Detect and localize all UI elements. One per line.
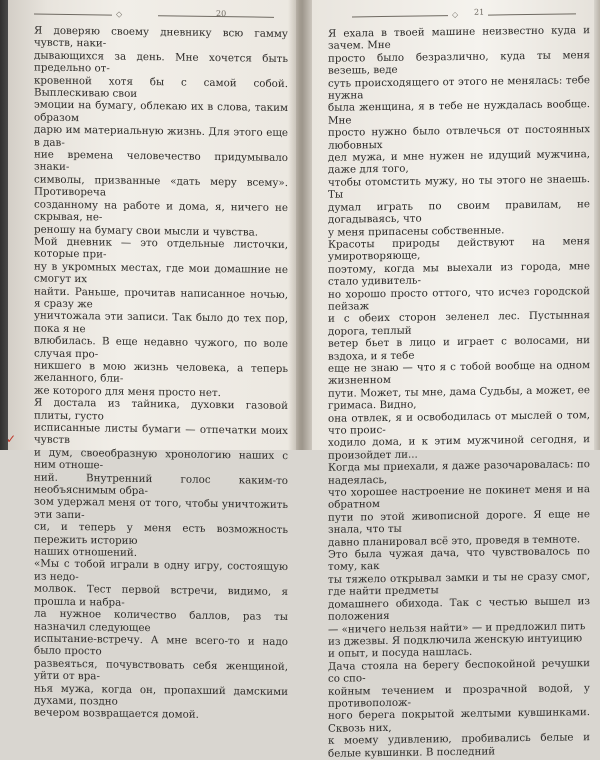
text-line: ний. Внутренний голос каким-то необъяснимым обра- — [34, 471, 288, 498]
left-page — [0, 0, 300, 722]
text-line: испытание-встречу. А мне всего-то и надо было просто — [34, 632, 288, 658]
left-page-text — [34, 24, 288, 722]
text-line: влюбилась. В еще недавно чужого, по воле случая про- — [34, 334, 288, 360]
text-line: кровенной хотя бы с самой собой. Выплескиваю свои — [34, 74, 288, 100]
text-line: Когда мы приехали, я даже разочаровалась: по надеялась, — [328, 458, 590, 487]
text-line: уничтожала эти записи. Так было до тех пор, пока я не — [34, 309, 288, 335]
text-line: и с обеих сторон зеленел лес. Пустынная дорога, теплый — [328, 309, 590, 338]
text-line: зом удержал меня от того, чтобы уничтожить эти запи- — [34, 495, 288, 522]
text-line: Красоты природы действуют на меня умиротворяюще, — [328, 235, 590, 264]
text-line: дел мужа, и мне нужен не идущий мужчина, даже для того, — [328, 148, 590, 177]
text-line: просто нужно было отвлечься от постоянных любовных — [328, 123, 590, 152]
text-line: ние времена человечество придумывало знаки- — [34, 148, 288, 174]
text-line: наших отношений. — [34, 545, 138, 559]
page-number: 21 — [474, 7, 485, 17]
left-page-header — [34, 6, 288, 24]
text-line: у меня припасены собственные. — [328, 223, 505, 239]
text-line: созданному на работе и дома, я, ничего не скрывая, не- — [34, 198, 288, 224]
text-line: и опыт, и посуда нашлась. — [328, 646, 473, 661]
text-line: что хорошее настроение не покинет меня и на обратном — [328, 483, 590, 512]
ornament-icon: ◇ — [452, 9, 460, 20]
text-line: Я ехала в твоей машине неизвестно куда и зачем. Мне — [328, 24, 590, 53]
text-line: из джезвы. Я подключила женскую интуицию — [328, 632, 583, 648]
right-page — [310, 0, 600, 760]
text-line: поэтому, когда мы выехали из города, мне стало удивитель- — [328, 259, 590, 288]
text-line: «Мы с тобой играли в одну игру, состоящую из недо- — [34, 557, 288, 583]
text-line: Я доверяю своему дневнику всю гамму чувств, наки- — [34, 24, 288, 50]
text-line: вечером возвращается домой. — [34, 706, 199, 722]
text-line: ветер бьет в лицо и играет с волосами, ни вздоха, и я тебе — [328, 334, 590, 363]
text-line: чтобы отомстить мужу, но ты этого не знаешь. Ты — [328, 173, 590, 202]
text-line: — «ничего нельзя найти» — и предложил пить — [328, 619, 586, 636]
text-line: просто было безразлично, куда ты меня везешь, веде — [328, 48, 590, 78]
text-line: пути по этой живописной дороге. Я еще не знала, что ты — [328, 507, 590, 537]
text-line: ты тяжело открывал замки и ты не сразу смог, где найти предметы — [328, 570, 590, 599]
text-line: суть происходящего от этого не менялась: тебе нужна — [328, 73, 590, 102]
text-line: пути. Может, ты мне, дама Судьбы, а может, ее гримаса. Видно, — [328, 383, 590, 412]
text-line: символы, призванные «дать меру всему». Противореча — [34, 173, 288, 199]
page-number: 20 — [216, 9, 227, 19]
text-line: думал играть по своим правилам, не догадываясь, что — [328, 197, 590, 226]
text-line: си, и теперь у меня есть возможность пережить историю — [34, 520, 288, 547]
text-line: давно планировал всё это, проведя в темноте. — [328, 532, 581, 549]
text-line: койным течением и прозрачной водой, у противополож- — [328, 681, 590, 710]
right-page-header — [328, 6, 590, 24]
text-line: никшего в мою жизнь человека, а теперь желанного, бли- — [34, 359, 288, 386]
header-rule — [488, 13, 576, 15]
text-line: Мой дневник — это отдельные листочки, которые при- — [34, 235, 288, 261]
header-rule — [352, 15, 448, 17]
text-line: Я достала из тайника, духовки газовой плиты, густо — [34, 396, 288, 423]
text-line: и дум, своеобразную хронологию наших с ним отноше- — [34, 446, 288, 472]
text-line: нья мужа, когда он, пропахший дамскими духами, поздно — [34, 682, 288, 708]
header-rule — [34, 13, 112, 15]
text-line: исписанные листы бумаги — отпечатки моих чувств — [34, 421, 288, 447]
text-line: но хорошо просто оттого, что исчез городской пейзаж — [328, 284, 590, 313]
text-line: домашнего обихода. Так с честью вышел из положения — [328, 594, 590, 623]
text-line: развеяться, почувствовать себя женщиной, уйти от вра- — [34, 657, 288, 683]
text-line: дарю им материальную жизнь. Для этого еще в дав- — [34, 123, 288, 149]
text-line: Это была чужая дача, что чувствовалось по тому, как — [328, 545, 590, 574]
text-line: ла нужное количество баллов, раз ты назначил следующее — [34, 607, 288, 634]
text-line: еще не знаю — что я с тобой вообще на одном жизненном — [328, 359, 590, 388]
text-line: же которого для меня просто нет. — [34, 384, 221, 399]
text-line: она отвлек, я и освободилась от мыслей о том, что проис- — [328, 408, 590, 437]
text-line: была женщина, я в тебе не нуждалась вообще. Мне — [328, 98, 590, 127]
text-line: реношу на бумагу свои мысли и чувства. — [34, 222, 259, 239]
corner-mark-icon: ✓ — [6, 432, 17, 446]
text-line: найти. Раньше, прочитав написанное ночью, я сразу же — [34, 285, 288, 311]
text-line: эмоции на бумагу, облекаю их в слова, таким образом — [34, 98, 288, 124]
text-line: молвок. Тест первой встречи, видимо, я прошла и набра- — [34, 582, 288, 609]
text-line: дывающихся за день. Мне хочется быть предельно от- — [34, 49, 288, 75]
text-line: Дача стояла на берегу беспокойной речушки со спо- — [328, 656, 590, 685]
text-line: ного берега покрытой желтыми кувшинками. Сквозь них, — [328, 706, 590, 735]
text-line: ходило дома, и к этим мужчиной сегодня, и произойдет ли... — [328, 433, 590, 462]
text-line: к моему удивлению, пробивались белые и белые кувшинки. В последний — [328, 731, 590, 760]
ornament-icon: ◇ — [116, 9, 124, 19]
text-line: ну в укромных местах, где мои домашние не смогут их — [34, 260, 288, 286]
right-page-text — [328, 24, 590, 760]
